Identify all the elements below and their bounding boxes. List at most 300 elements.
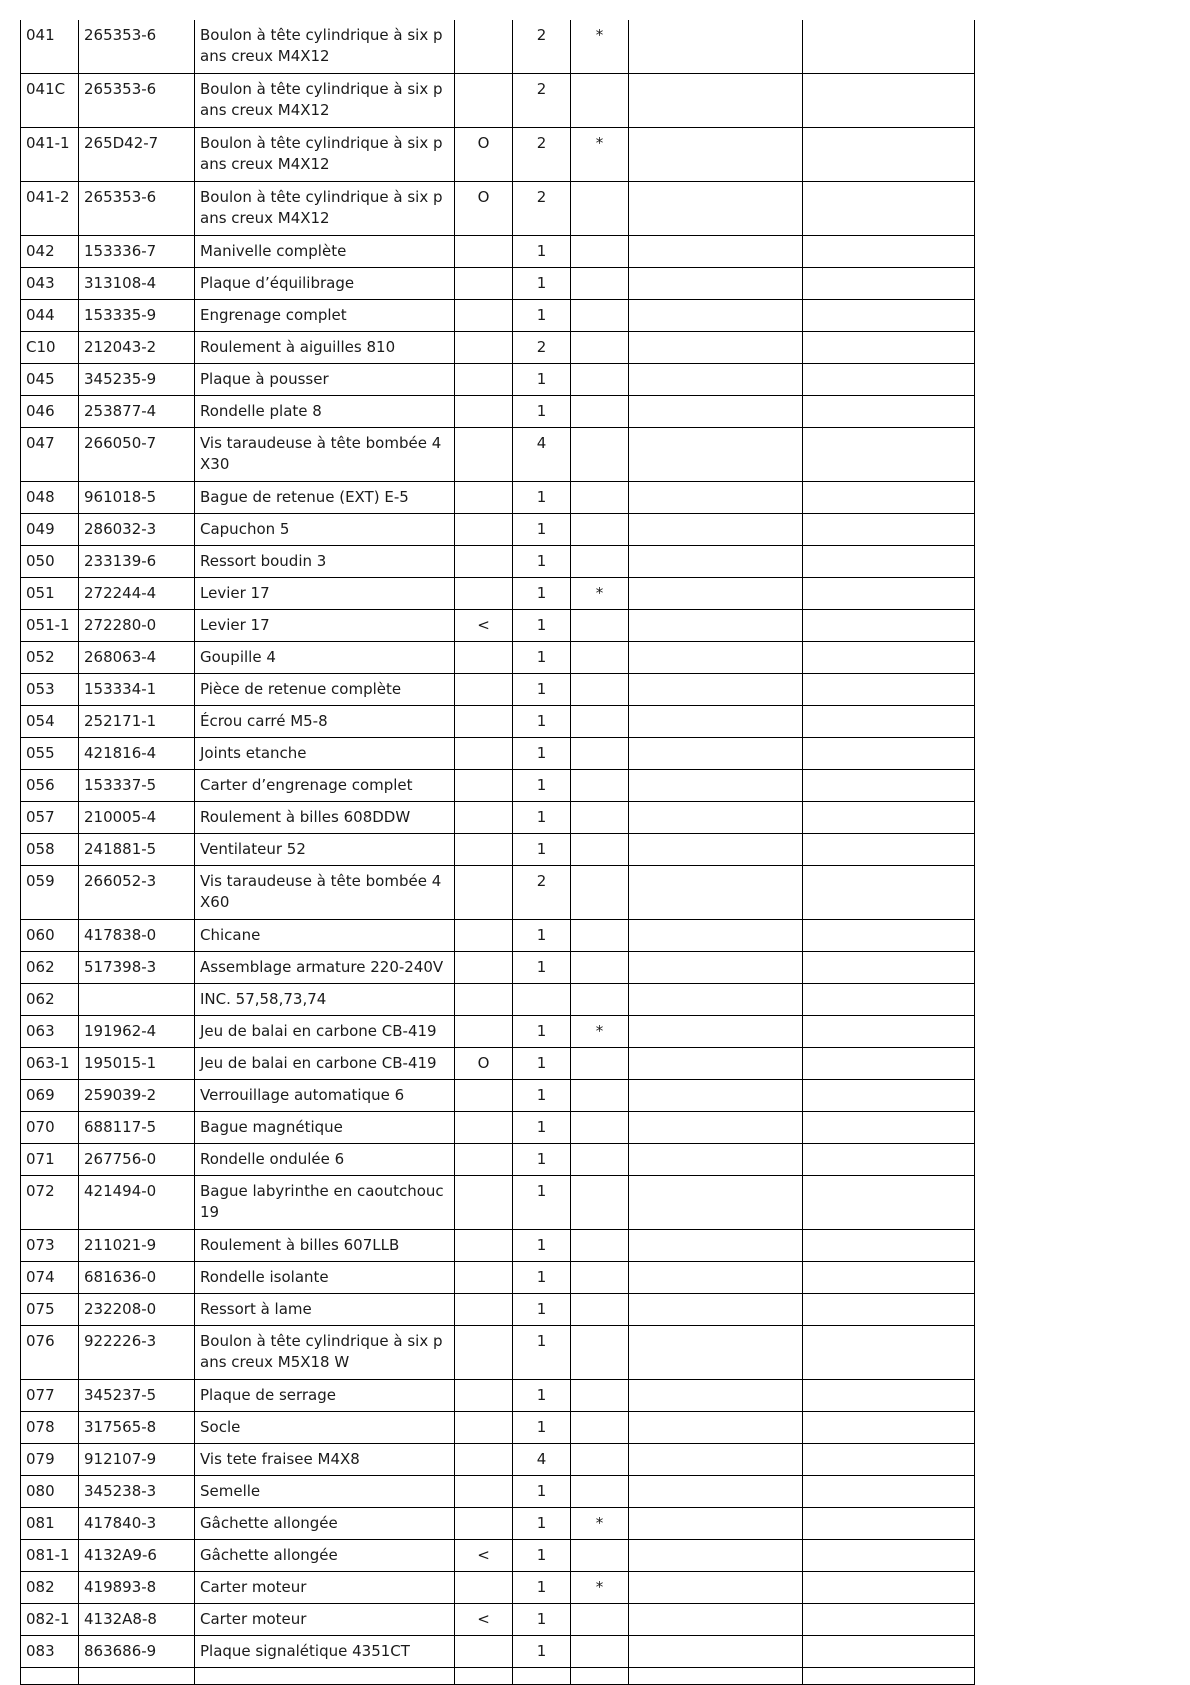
table-row <box>21 738 975 770</box>
blank-cell <box>21 1668 79 1685</box>
table-row <box>21 952 975 984</box>
part-number-cell: 265D42-7 <box>79 128 195 182</box>
blank-cell <box>803 1668 975 1685</box>
item-number-cell: 052 <box>21 642 79 674</box>
blank-cell <box>629 268 803 300</box>
part-number-cell: 417840-3 <box>79 1508 195 1540</box>
note-cell <box>455 482 513 514</box>
note-cell <box>455 1176 513 1230</box>
blank-cell <box>629 1412 803 1444</box>
part-number-cell: 517398-3 <box>79 952 195 984</box>
flag-cell <box>571 1112 629 1144</box>
item-number-cell: 048 <box>21 482 79 514</box>
table-row <box>21 514 975 546</box>
note-cell: < <box>455 1604 513 1636</box>
blank-cell <box>629 1230 803 1262</box>
blank-cell <box>803 1540 975 1572</box>
flag-cell <box>571 1540 629 1572</box>
description-cell: Chicane <box>195 920 455 952</box>
note-cell <box>455 1508 513 1540</box>
item-number-cell: 051-1 <box>21 610 79 642</box>
quantity-cell: 1 <box>513 578 571 610</box>
blank-cell <box>803 1604 975 1636</box>
blank-cell <box>803 300 975 332</box>
blank-cell <box>803 1636 975 1668</box>
blank-cell <box>803 128 975 182</box>
blank-cell <box>629 802 803 834</box>
table-row <box>21 74 975 128</box>
description-cell: Levier 17 <box>195 610 455 642</box>
parts-table-body <box>21 20 975 1685</box>
part-number-cell: 252171-1 <box>79 706 195 738</box>
blank-cell <box>629 546 803 578</box>
description-cell: Jeu de balai en carbone CB-419 <box>195 1048 455 1080</box>
part-number-cell: 4132A9-6 <box>79 1540 195 1572</box>
note-cell <box>455 1412 513 1444</box>
quantity-cell: 2 <box>513 128 571 182</box>
note-cell <box>455 1380 513 1412</box>
blank-cell <box>629 1326 803 1380</box>
blank-cell <box>629 578 803 610</box>
quantity-cell: 1 <box>513 1112 571 1144</box>
description-cell: Bague labyrinthe en caoutchouc 19 <box>195 1176 455 1230</box>
flag-cell <box>571 674 629 706</box>
description-cell: Roulement à billes 607LLB <box>195 1230 455 1262</box>
table-row <box>21 1380 975 1412</box>
description-cell: Jeu de balai en carbone CB-419 <box>195 1016 455 1048</box>
note-cell <box>455 866 513 920</box>
blank-cell <box>803 1016 975 1048</box>
flag-cell <box>571 1080 629 1112</box>
flag-cell <box>571 482 629 514</box>
blank-cell <box>513 1668 571 1685</box>
blank-cell <box>803 1508 975 1540</box>
note-cell: O <box>455 1048 513 1080</box>
flag-cell <box>571 396 629 428</box>
description-cell: Roulement à billes 608DDW <box>195 802 455 834</box>
description-cell: Pièce de retenue complète <box>195 674 455 706</box>
note-cell <box>455 706 513 738</box>
flag-cell <box>571 514 629 546</box>
table-row <box>21 578 975 610</box>
item-number-cell: 080 <box>21 1476 79 1508</box>
note-cell <box>455 738 513 770</box>
flag-cell <box>571 428 629 482</box>
flag-cell <box>571 1636 629 1668</box>
note-cell <box>455 268 513 300</box>
quantity-cell: 1 <box>513 1016 571 1048</box>
table-row <box>21 1476 975 1508</box>
table-row <box>21 1294 975 1326</box>
flag-cell <box>571 268 629 300</box>
flag-cell <box>571 364 629 396</box>
blank-cell <box>803 674 975 706</box>
table-row <box>21 20 975 74</box>
part-number-cell: 419893-8 <box>79 1572 195 1604</box>
description-cell: Ventilateur 52 <box>195 834 455 866</box>
table-row <box>21 1176 975 1230</box>
part-number-cell: 259039-2 <box>79 1080 195 1112</box>
item-number-cell: 050 <box>21 546 79 578</box>
part-number-cell: 265353-6 <box>79 182 195 236</box>
note-cell <box>455 1230 513 1262</box>
parts-list-sheet <box>20 20 974 1685</box>
part-number-cell: 345235-9 <box>79 364 195 396</box>
quantity-cell: 1 <box>513 546 571 578</box>
description-cell: Socle <box>195 1412 455 1444</box>
blank-cell <box>629 1668 803 1685</box>
item-number-cell: 063-1 <box>21 1048 79 1080</box>
description-cell: Goupille 4 <box>195 642 455 674</box>
blank-cell <box>803 268 975 300</box>
part-number-cell: 268063-4 <box>79 642 195 674</box>
table-row <box>21 1412 975 1444</box>
blank-cell <box>803 1144 975 1176</box>
flag-cell: * <box>571 20 629 74</box>
table-row <box>21 920 975 952</box>
note-cell <box>455 1444 513 1476</box>
part-number-cell: 266052-3 <box>79 866 195 920</box>
item-number-cell: 044 <box>21 300 79 332</box>
blank-cell <box>629 74 803 128</box>
note-cell <box>455 1144 513 1176</box>
quantity-cell: 1 <box>513 920 571 952</box>
flag-cell <box>571 802 629 834</box>
flag-cell <box>571 1326 629 1380</box>
quantity-cell: 1 <box>513 1294 571 1326</box>
blank-cell <box>629 182 803 236</box>
part-number-cell: 922226-3 <box>79 1326 195 1380</box>
description-cell: Plaque de serrage <box>195 1380 455 1412</box>
flag-cell: * <box>571 578 629 610</box>
parts-table <box>20 20 975 1685</box>
quantity-cell: 2 <box>513 332 571 364</box>
description-cell: Rondelle plate 8 <box>195 396 455 428</box>
quantity-cell: 1 <box>513 1380 571 1412</box>
blank-cell <box>803 332 975 364</box>
part-number-cell: 191962-4 <box>79 1016 195 1048</box>
blank-cell <box>629 738 803 770</box>
description-cell: Manivelle complète <box>195 236 455 268</box>
item-number-cell: 057 <box>21 802 79 834</box>
quantity-cell: 1 <box>513 1048 571 1080</box>
item-number-cell: 082 <box>21 1572 79 1604</box>
note-cell <box>455 1262 513 1294</box>
note-cell <box>455 834 513 866</box>
part-number-cell: 265353-6 <box>79 74 195 128</box>
flag-cell <box>571 642 629 674</box>
item-number-cell: 081 <box>21 1508 79 1540</box>
flag-cell <box>571 1476 629 1508</box>
table-row <box>21 1262 975 1294</box>
blank-cell <box>803 984 975 1016</box>
quantity-cell: 1 <box>513 268 571 300</box>
flag-cell <box>571 1444 629 1476</box>
description-cell: Gâchette allongée <box>195 1540 455 1572</box>
description-cell: Écrou carré M5-8 <box>195 706 455 738</box>
blank-cell <box>803 1572 975 1604</box>
quantity-cell: 1 <box>513 1572 571 1604</box>
quantity-cell: 1 <box>513 1144 571 1176</box>
table-row <box>21 1230 975 1262</box>
blank-cell <box>629 332 803 364</box>
item-number-cell: 047 <box>21 428 79 482</box>
table-row <box>21 268 975 300</box>
blank-cell <box>803 1444 975 1476</box>
blank-cell <box>629 1540 803 1572</box>
quantity-cell: 2 <box>513 182 571 236</box>
blank-cell <box>803 1380 975 1412</box>
table-row <box>21 546 975 578</box>
item-number-cell: 079 <box>21 1444 79 1476</box>
description-cell: Engrenage complet <box>195 300 455 332</box>
blank-cell <box>79 1668 195 1685</box>
table-row <box>21 482 975 514</box>
table-row <box>21 706 975 738</box>
item-number-cell: 060 <box>21 920 79 952</box>
quantity-cell: 1 <box>513 482 571 514</box>
part-number-cell: 211021-9 <box>79 1230 195 1262</box>
description-cell: Carter moteur <box>195 1572 455 1604</box>
blank-cell <box>629 1144 803 1176</box>
item-number-cell: 070 <box>21 1112 79 1144</box>
description-cell: Rondelle ondulée 6 <box>195 1144 455 1176</box>
description-cell: Verrouillage automatique 6 <box>195 1080 455 1112</box>
table-row <box>21 610 975 642</box>
blank-cell <box>629 1476 803 1508</box>
blank-cell <box>629 482 803 514</box>
quantity-cell: 1 <box>513 952 571 984</box>
note-cell <box>455 920 513 952</box>
blank-cell <box>629 770 803 802</box>
blank-cell <box>629 1048 803 1080</box>
quantity-cell: 1 <box>513 1262 571 1294</box>
table-row <box>21 1540 975 1572</box>
note-cell <box>455 332 513 364</box>
note-cell <box>455 642 513 674</box>
blank-cell <box>629 514 803 546</box>
item-number-cell: 078 <box>21 1412 79 1444</box>
blank-cell <box>195 1668 455 1685</box>
blank-cell <box>629 1112 803 1144</box>
flag-cell <box>571 1230 629 1262</box>
blank-cell <box>803 834 975 866</box>
blank-cell <box>629 866 803 920</box>
part-number-cell: 681636-0 <box>79 1262 195 1294</box>
note-cell <box>455 674 513 706</box>
item-number-cell: 045 <box>21 364 79 396</box>
table-row <box>21 364 975 396</box>
blank-cell <box>629 364 803 396</box>
flag-cell <box>571 834 629 866</box>
item-number-cell: 072 <box>21 1176 79 1230</box>
item-number-cell: 077 <box>21 1380 79 1412</box>
description-cell: Ressort boudin 3 <box>195 546 455 578</box>
part-number-cell: 266050-7 <box>79 428 195 482</box>
note-cell <box>455 1636 513 1668</box>
note-cell <box>455 984 513 1016</box>
table-row <box>21 770 975 802</box>
item-number-cell: 041 <box>21 20 79 74</box>
table-row <box>21 642 975 674</box>
blank-cell <box>803 236 975 268</box>
blank-cell <box>629 1604 803 1636</box>
blank-cell <box>803 1294 975 1326</box>
blank-cell <box>803 738 975 770</box>
item-number-cell: 069 <box>21 1080 79 1112</box>
flag-cell <box>571 1262 629 1294</box>
quantity-cell: 4 <box>513 428 571 482</box>
blank-cell <box>629 1176 803 1230</box>
flag-cell: * <box>571 1572 629 1604</box>
blank-cell <box>803 1080 975 1112</box>
item-number-cell: 062 <box>21 984 79 1016</box>
blank-cell <box>629 1380 803 1412</box>
quantity-cell: 1 <box>513 1604 571 1636</box>
part-number-cell: 345238-3 <box>79 1476 195 1508</box>
table-row <box>21 802 975 834</box>
part-number-cell: 267756-0 <box>79 1144 195 1176</box>
blank-cell <box>803 770 975 802</box>
quantity-cell <box>513 984 571 1016</box>
table-row <box>21 128 975 182</box>
quantity-cell: 2 <box>513 74 571 128</box>
item-number-cell: 053 <box>21 674 79 706</box>
table-row <box>21 428 975 482</box>
part-number-cell: 912107-9 <box>79 1444 195 1476</box>
blank-cell <box>803 546 975 578</box>
quantity-cell: 1 <box>513 706 571 738</box>
part-number-cell: 265353-6 <box>79 20 195 74</box>
item-number-cell: 071 <box>21 1144 79 1176</box>
description-cell: Boulon à tête cylindrique à six pans creux M5X18 W <box>195 1326 455 1380</box>
description-cell: Boulon à tête cylindrique à six pans creux M4X12 <box>195 74 455 128</box>
table-row <box>21 1080 975 1112</box>
blank-cell <box>629 1636 803 1668</box>
quantity-cell: 2 <box>513 20 571 74</box>
part-number-cell: 153336-7 <box>79 236 195 268</box>
table-row <box>21 1508 975 1540</box>
blank-cell <box>629 610 803 642</box>
note-cell <box>455 396 513 428</box>
part-number-cell: 153335-9 <box>79 300 195 332</box>
table-row <box>21 1636 975 1668</box>
blank-cell <box>803 74 975 128</box>
table-row-cutoff <box>21 1668 975 1685</box>
quantity-cell: 1 <box>513 1412 571 1444</box>
description-cell: Vis taraudeuse à tête bombée 4X30 <box>195 428 455 482</box>
description-cell: Bague magnétique <box>195 1112 455 1144</box>
item-number-cell: 051 <box>21 578 79 610</box>
quantity-cell: 1 <box>513 1508 571 1540</box>
flag-cell <box>571 770 629 802</box>
note-cell <box>455 300 513 332</box>
note-cell <box>455 952 513 984</box>
quantity-cell: 1 <box>513 610 571 642</box>
note-cell <box>455 1294 513 1326</box>
table-row <box>21 1144 975 1176</box>
description-cell: Vis taraudeuse à tête bombée 4X60 <box>195 866 455 920</box>
quantity-cell: 1 <box>513 738 571 770</box>
table-row <box>21 1016 975 1048</box>
quantity-cell: 1 <box>513 396 571 428</box>
blank-cell <box>803 610 975 642</box>
quantity-cell: 1 <box>513 236 571 268</box>
blank-cell <box>629 952 803 984</box>
blank-cell <box>629 834 803 866</box>
description-cell: Semelle <box>195 1476 455 1508</box>
flag-cell <box>571 1048 629 1080</box>
item-number-cell: 082-1 <box>21 1604 79 1636</box>
blank-cell <box>803 706 975 738</box>
flag-cell <box>571 738 629 770</box>
description-cell: Joints etanche <box>195 738 455 770</box>
table-row <box>21 1572 975 1604</box>
part-number-cell: 153334-1 <box>79 674 195 706</box>
part-number-cell: 272244-4 <box>79 578 195 610</box>
part-number-cell: 688117-5 <box>79 1112 195 1144</box>
flag-cell <box>571 984 629 1016</box>
flag-cell <box>571 1144 629 1176</box>
table-row <box>21 984 975 1016</box>
blank-cell <box>629 706 803 738</box>
part-number-cell: 417838-0 <box>79 920 195 952</box>
item-number-cell: 041C <box>21 74 79 128</box>
item-number-cell: 055 <box>21 738 79 770</box>
description-cell: Plaque à pousser <box>195 364 455 396</box>
blank-cell <box>629 1294 803 1326</box>
note-cell <box>455 1080 513 1112</box>
item-number-cell: 049 <box>21 514 79 546</box>
description-cell: Plaque d’équilibrage <box>195 268 455 300</box>
blank-cell <box>803 802 975 834</box>
table-row <box>21 236 975 268</box>
description-cell: Gâchette allongée <box>195 1508 455 1540</box>
note-cell <box>455 1572 513 1604</box>
blank-cell <box>629 236 803 268</box>
blank-cell <box>629 984 803 1016</box>
blank-cell <box>571 1668 629 1685</box>
flag-cell <box>571 610 629 642</box>
flag-cell <box>571 182 629 236</box>
flag-cell <box>571 236 629 268</box>
flag-cell <box>571 546 629 578</box>
description-cell: Rondelle isolante <box>195 1262 455 1294</box>
item-number-cell: 059 <box>21 866 79 920</box>
blank-cell <box>629 1016 803 1048</box>
quantity-cell: 1 <box>513 674 571 706</box>
part-number-cell: 232208-0 <box>79 1294 195 1326</box>
note-cell <box>455 1476 513 1508</box>
flag-cell <box>571 952 629 984</box>
blank-cell <box>803 364 975 396</box>
item-number-cell: 054 <box>21 706 79 738</box>
flag-cell: * <box>571 1016 629 1048</box>
blank-cell <box>803 1326 975 1380</box>
quantity-cell: 1 <box>513 1476 571 1508</box>
description-cell: Boulon à tête cylindrique à six pans creux M4X12 <box>195 20 455 74</box>
description-cell: Capuchon 5 <box>195 514 455 546</box>
item-number-cell: 063 <box>21 1016 79 1048</box>
flag-cell <box>571 74 629 128</box>
table-row <box>21 674 975 706</box>
blank-cell <box>629 396 803 428</box>
item-number-cell: 046 <box>21 396 79 428</box>
blank-cell <box>803 1476 975 1508</box>
blank-cell <box>629 920 803 952</box>
blank-cell <box>629 1080 803 1112</box>
part-number-cell: 421816-4 <box>79 738 195 770</box>
